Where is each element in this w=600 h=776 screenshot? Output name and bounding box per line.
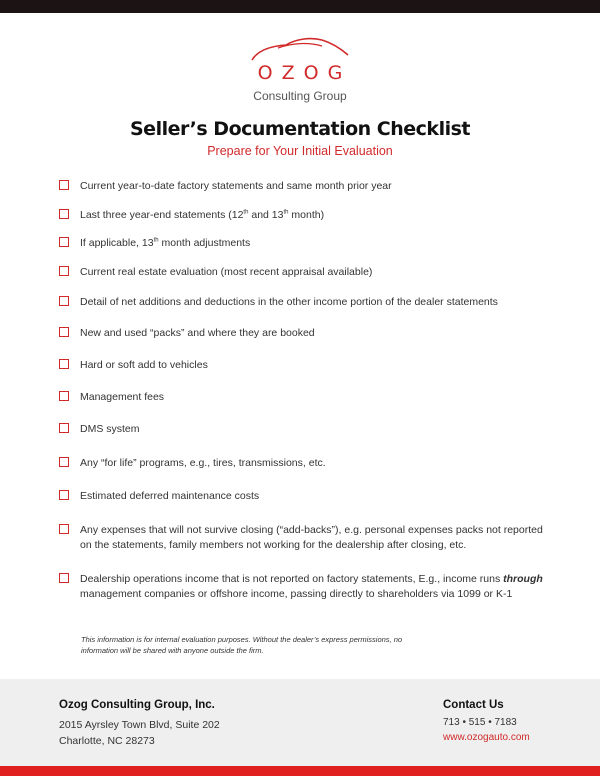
- checkbox-icon[interactable]: [59, 327, 69, 337]
- checklist-item-text: DMS system: [80, 423, 140, 435]
- checklist-item-text: Current year-to-date factory statements and same month prior year: [80, 180, 392, 192]
- checklist-item-text: If applicable, 13th month adjustments: [80, 237, 251, 249]
- address-line: 2015 Ayrsley Town Blvd, Suite 202: [59, 719, 220, 731]
- page-title: Seller’s Documentation Checklist: [130, 118, 470, 140]
- phone-number: 713 • 515 • 7183: [443, 717, 517, 728]
- checkbox-icon[interactable]: [59, 266, 69, 276]
- checkbox-icon[interactable]: [59, 237, 69, 247]
- checklist-item-text: Detail of net additions and deductions in the other income portion of the dealer statements: [80, 296, 498, 308]
- checkbox-icon[interactable]: [59, 573, 69, 583]
- page-subtitle: Prepare for Your Initial Evaluation: [207, 144, 393, 158]
- checkbox-icon[interactable]: [59, 490, 69, 500]
- checklist-item-text: Estimated deferred maintenance costs: [80, 490, 260, 502]
- checklist-item-text: Hard or soft add to vehicles: [80, 359, 208, 371]
- checkbox-icon[interactable]: [59, 391, 69, 401]
- checkbox-icon[interactable]: [59, 457, 69, 467]
- address-line: Charlotte, NC 28273: [59, 735, 155, 747]
- checklist-item-text: Management fees: [80, 391, 165, 403]
- checklist-item-text: Last three year-end statements (12th and 13th month): [80, 209, 325, 221]
- disclaimer-note: This information is for internal evaluation purposes. Without the dealer’s express permissions, no information will be shared with anyone outside the firm.: [81, 635, 403, 655]
- company-name: Ozog Consulting Group, Inc.: [59, 699, 215, 711]
- website-link[interactable]: www.ozogauto.com: [443, 732, 530, 743]
- car-outline-icon: [248, 36, 352, 62]
- contact-heading: Contact Us: [443, 699, 504, 711]
- checklist-item-text: Any expenses that will not survive closing (“add-backs”), e.g. personal expenses packs not reported on the statements, family members not working for the dealership after closing, etc.: [80, 524, 543, 551]
- checklist-item-text: Current real estate evaluation (most recent appraisal available): [80, 266, 373, 278]
- checkbox-icon[interactable]: [59, 209, 69, 219]
- checkbox-icon[interactable]: [59, 524, 69, 534]
- checklist-item-text: Dealership operations income that is not reported on factory statements, E.g., income runs through management companies or offshore income, passing directly to shareholders via 1099 or K-1: [80, 573, 543, 600]
- bottom-bar: [0, 766, 600, 776]
- ozog-logo: [230, 36, 370, 112]
- checklist-item-text: New and used “packs” and where they are booked: [80, 327, 315, 339]
- checkbox-icon[interactable]: [59, 296, 69, 306]
- checkbox-icon[interactable]: [59, 180, 69, 190]
- top-bar: [0, 0, 600, 13]
- logo-wordmark: OZOG: [257, 62, 352, 84]
- logo-subtitle: Consulting Group: [253, 89, 347, 103]
- company-address: [59, 717, 220, 749]
- checkbox-icon[interactable]: [59, 359, 69, 369]
- checkbox-icon[interactable]: [59, 423, 69, 433]
- checklist-item-text: Any “for life” programs, e.g., tires, transmissions, etc.: [80, 457, 326, 469]
- footer: [0, 679, 600, 766]
